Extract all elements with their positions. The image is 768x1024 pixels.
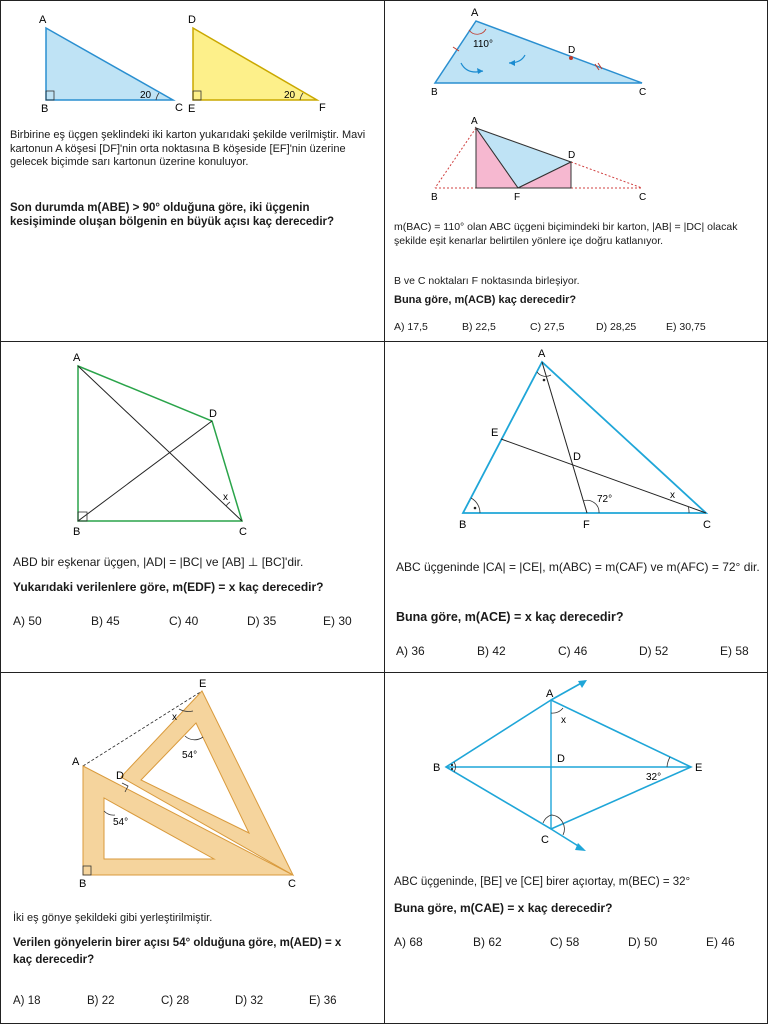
label-c: C <box>239 526 247 538</box>
problem-5-choices <box>13 995 337 1007</box>
choice-c[interactable]: C) 28 <box>161 995 190 1007</box>
choice-b[interactable]: B) 62 <box>473 935 502 949</box>
problem-4 <box>384 341 768 673</box>
angle-f-value: 20 <box>284 90 296 101</box>
problem-6-question: Buna göre, m(CAE) = x kaç derecedir? <box>394 901 613 915</box>
problem-2-body-1: m(BAC) = 110° olan ABC üçgeni biçimindeki bir karton, |AB| = |DC| olacak şekilde eşit kenarlar belirtilen yönlere içe doğru katlanıyor. <box>394 221 738 247</box>
angle-arc-c1 <box>543 815 551 823</box>
label-b: B <box>79 878 87 890</box>
choice-e[interactable]: E) 30,75 <box>666 321 706 333</box>
dotted-dc <box>571 162 642 188</box>
label-a: A <box>39 14 47 26</box>
label-d: D <box>209 408 217 420</box>
problem-6 <box>384 672 768 1024</box>
label-b: B <box>459 519 467 531</box>
label-c-bottom: C <box>639 192 647 203</box>
diagonal-ac <box>78 366 242 521</box>
angle-arc-b <box>471 498 480 513</box>
label-f: F <box>319 102 326 114</box>
label-a-bottom: A <box>471 116 478 127</box>
choice-d[interactable]: D) 32 <box>235 995 264 1007</box>
angle-54-lower: 54° <box>113 817 129 828</box>
quadrilateral-abce <box>446 700 691 829</box>
choice-e[interactable]: E) 36 <box>309 995 337 1007</box>
problem-1-question: Son durumda m(ABE) > 90° olduğuna göre, iki üçgenin kesişiminde oluşan bölgenin en büyük açısı kaç derecedir? <box>10 202 335 228</box>
problem-2-figure <box>385 1 768 342</box>
label-x: x <box>670 490 675 501</box>
choice-c[interactable]: C) 46 <box>558 644 588 658</box>
choice-a[interactable]: A) 36 <box>396 644 425 658</box>
angle-54-upper: 54° <box>182 750 198 761</box>
angle-arc-e <box>667 757 670 767</box>
angle-dot-a <box>543 379 546 382</box>
angle-arc-x <box>551 708 563 713</box>
angle-72: 72° <box>597 494 613 505</box>
choice-e[interactable]: E) 46 <box>706 935 735 949</box>
label-d-top: D <box>568 45 576 56</box>
angle-arc-54-upper <box>185 736 203 740</box>
choice-e[interactable]: E) 30 <box>323 614 352 628</box>
problem-2-choices <box>394 321 706 333</box>
choice-b[interactable]: B) 42 <box>477 644 506 658</box>
problem-6-figure <box>385 673 768 1024</box>
label-f: F <box>583 519 590 531</box>
label-x: x <box>561 715 566 726</box>
label-e: E <box>199 678 207 690</box>
label-a-top: A <box>471 7 479 19</box>
dotted-ab <box>435 128 476 188</box>
choice-a[interactable]: A) 17,5 <box>394 321 428 333</box>
choice-d[interactable]: D) 28,25 <box>596 321 637 333</box>
angle-arc-a <box>537 372 551 376</box>
label-e: E <box>188 103 196 115</box>
label-c: C <box>175 102 183 114</box>
choice-c[interactable]: C) 40 <box>169 614 199 628</box>
choice-b[interactable]: B) 22 <box>87 995 115 1007</box>
label-e: E <box>491 427 499 439</box>
label-e: E <box>695 762 703 774</box>
label-d-bottom: D <box>568 150 576 161</box>
problem-5-body: İki eş gönye şekildeki gibi yerleştirilmiştir. <box>13 912 213 924</box>
angle-dot-b2 <box>451 768 453 770</box>
problem-5 <box>0 672 385 1024</box>
problem-1-figure <box>1 1 385 342</box>
problem-4-choices <box>396 644 749 658</box>
choice-d[interactable]: D) 35 <box>247 614 277 628</box>
label-a: A <box>72 756 80 768</box>
angle-dot-b1 <box>451 764 453 766</box>
choice-a[interactable]: A) 18 <box>13 995 41 1007</box>
choice-d[interactable]: D) 50 <box>628 935 658 949</box>
segment-af <box>542 362 587 513</box>
choice-e[interactable]: E) 58 <box>720 644 749 658</box>
problem-1 <box>0 0 385 342</box>
yellow-triangle <box>193 28 317 100</box>
label-a: A <box>538 348 546 360</box>
label-b-bottom: B <box>431 192 438 203</box>
problem-3-body: ABD bir eşkenar üçgen, |AD| = |BC| ve [AB] ⊥ [BC]'dir. <box>13 555 304 569</box>
angle-c-value: 20 <box>140 90 152 101</box>
angle-arc-c2 <box>551 815 564 835</box>
point-d <box>569 56 573 60</box>
label-b: B <box>73 526 81 538</box>
problem-4-question: Buna göre, m(ACE) = x kaç derecedir? <box>396 610 624 624</box>
problem-2-question: Buna göre, m(ACB) kaç derecedir? <box>394 294 577 306</box>
choice-a[interactable]: A) 68 <box>394 935 423 949</box>
label-c: C <box>288 878 296 890</box>
label-c: C <box>703 519 711 531</box>
label-f-bottom: F <box>514 192 521 203</box>
label-d: D <box>188 14 196 26</box>
problem-2-body-2: B ve C noktaları F noktasında birleşiyor. <box>394 275 580 287</box>
problem-3-question: Yukarıdaki verilenlere göre, m(EDF) = x kaç derecedir? <box>13 580 324 594</box>
problem-6-choices <box>394 935 735 949</box>
angle-32: 32° <box>646 772 662 783</box>
problem-4-body: ABC üçgeninde |CA| = |CE|, m(ABC) = m(CAF) ve m(AFC) = 72° dir. <box>396 560 760 574</box>
choice-a[interactable]: A) 50 <box>13 614 42 628</box>
choice-b[interactable]: B) 22,5 <box>462 321 496 333</box>
diagonal-bd <box>78 421 212 521</box>
label-b: B <box>433 762 441 774</box>
problem-2 <box>384 0 768 342</box>
problem-3 <box>0 341 385 673</box>
label-d: D <box>557 753 565 765</box>
angle-110: 110° <box>473 39 493 50</box>
problem-5-figure <box>1 673 385 1024</box>
choice-c[interactable]: C) 58 <box>550 935 580 949</box>
choice-d[interactable]: D) 52 <box>639 644 669 658</box>
angle-arc-54-lower <box>104 811 115 815</box>
choice-c[interactable]: C) 27,5 <box>530 321 565 333</box>
problem-5-question: Verilen gönyelerin birer açısı 54° olduğuna göre, m(AED) = x kaç derecedir? <box>13 937 342 966</box>
problem-1-body: Birbirine eş üçgen şeklindeki iki karton yukarıdaki şekilde verilmiştir. Mavi kartonun A köşesi [DF]'nin orta noktasına B köşeside [EF]'nin üzerine gelecek biçimde sarı kartonun üzerine konuluyor. <box>10 129 366 168</box>
label-a: A <box>73 352 81 364</box>
label-x: x <box>223 492 228 503</box>
triangle-abc <box>435 21 642 83</box>
problem-6-body: ABC üçgeninde, [BE] ve [CE] birer açıortay, m(BEC) = 32° <box>394 876 691 888</box>
label-x: x <box>172 712 177 723</box>
label-c-top: C <box>639 87 647 98</box>
problem-3-choices <box>13 614 352 628</box>
blue-triangle <box>46 28 173 100</box>
choice-b[interactable]: B) 45 <box>91 614 120 628</box>
label-b-top: B <box>431 87 438 98</box>
label-c: C <box>541 834 549 846</box>
label-b: B <box>41 103 49 115</box>
label-d: D <box>116 770 124 782</box>
angle-dot-b <box>474 507 477 510</box>
label-a: A <box>546 688 554 700</box>
label-d: D <box>573 451 581 463</box>
